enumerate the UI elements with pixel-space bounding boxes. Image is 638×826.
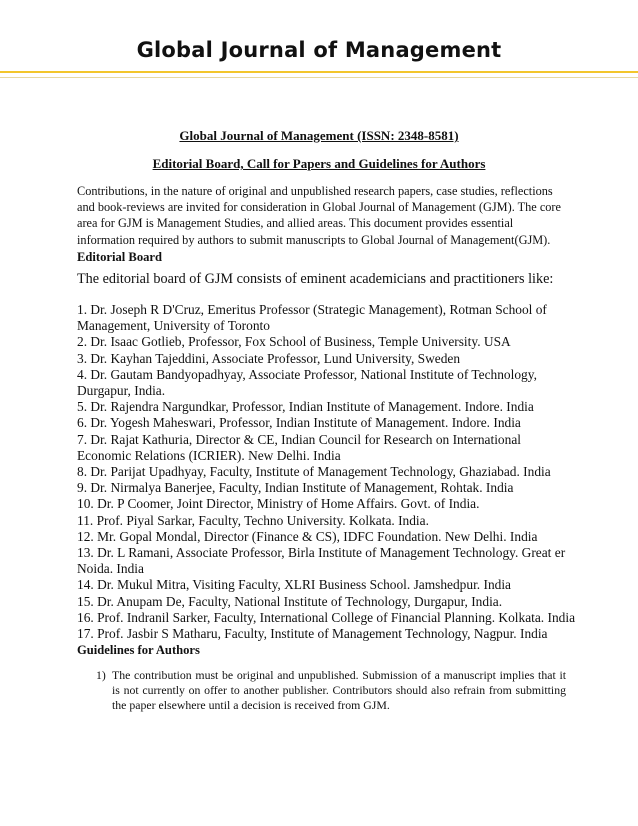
- guidelines-heading: Guidelines for Authors: [77, 643, 200, 657]
- board-member-item: 15. Dr. Anupam De, Faculty, National Institute of Technology, Durgapur, India.: [77, 593, 503, 609]
- board-member-item: 17. Prof. Jasbir S Matharu, Faculty, Institute of Management Technology, Nagpur. India: [77, 626, 548, 642]
- guideline-item: [96, 668, 566, 713]
- board-member-item: 14. Dr. Mukul Mitra, Visiting Faculty, XLRI Business School. Jamshedpur. India: [77, 577, 512, 593]
- editorial-lead: The editorial board of GJM consists of eminent academicians and practitioners like:: [77, 271, 554, 287]
- board-member-item: 13. Dr. L Ramani, Associate Professor, Birla Institute of Management Technology. Great er Noida. India: [77, 545, 566, 577]
- intro-paragraph: Contributions, in the nature of original and unpublished research papers, case studies, reflections and book-reviews are invited for consideration in Global Journal of Management (GJM). The core area for GJM is Management Studies, and allied areas. This document provides essential information required by authors to submit manuscripts to Global Journal of Management(GJM).: [77, 184, 561, 247]
- board-member-item: 9. Dr. Nirmalya Banerjee, Faculty, Indian Institute of Management, Rohtak. India: [77, 480, 514, 496]
- board-member-item: 12. Mr. Gopal Mondal, Director (Finance & CS), IDFC Foundation. New Delhi. India: [77, 528, 538, 544]
- header-rule: [0, 71, 638, 73]
- board-member-list: [77, 302, 577, 642]
- board-member-item: 1. Dr. Joseph R D'Cruz, Emeritus Professor (Strategic Management), Rotman School of Management, University of Toronto: [77, 302, 547, 334]
- board-member-item: 4. Dr. Gautam Bandyopadhyay, Associate Professor, National Institute of Technology, Durgapur, India.: [77, 366, 537, 399]
- board-member-item: 8. Dr. Parijat Upadhyay, Faculty, Institute of Management Technology, Ghaziabad. India: [77, 464, 551, 480]
- board-member-item: 3. Dr. Kayhan Tajeddini, Associate Professor, Lund University, Sweden: [77, 350, 461, 366]
- board-member-item: 7. Dr. Rajat Kathuria, Director & CE, Indian Council for Research on International Economic Relations (ICRIER). New Delhi. India: [77, 431, 521, 463]
- editorial-board-heading: Editorial Board: [77, 250, 163, 264]
- board-member-item: 16. Prof. Indranil Sarker, Faculty, International College of Financial Planning. Kolkata. India: [77, 609, 576, 625]
- board-member-item: 5. Dr. Rajendra Nargundkar, Professor, Indian Institute of Management. Indore. India: [77, 399, 534, 415]
- guidelines-list: [96, 668, 566, 713]
- board-member-item: 6. Dr. Yogesh Maheswari, Professor, Indian Institute of Management. Indore. India: [77, 415, 521, 431]
- journal-masthead: Global Journal of Management: [136, 38, 502, 62]
- board-member-item: 2. Dr. Isaac Gotlieb, Professor, Fox School of Business, Temple University. USA: [77, 334, 511, 350]
- board-member-item: 10. Dr. P Coomer, Joint Director, Ministry of Home Affairs. Govt. of India.: [77, 496, 480, 512]
- journal-issn-title: Global Journal of Management (ISSN: 2348-8581): [179, 128, 459, 143]
- header-rule-secondary: [0, 77, 638, 78]
- guideline-text: The contribution must be original and unpublished. Submission of a manuscript implies that it is not currently on offer to another publisher. Contributors should also refrain from submitting the paper elsewhere until a decision is received from GJM.: [112, 668, 566, 712]
- document-subtitle: Editorial Board, Call for Papers and Guidelines for Authors: [152, 156, 486, 171]
- board-member-item: 11. Prof. Piyal Sarkar, Faculty, Techno University. Kolkata. India.: [77, 512, 429, 528]
- guideline-number: 1): [96, 668, 106, 682]
